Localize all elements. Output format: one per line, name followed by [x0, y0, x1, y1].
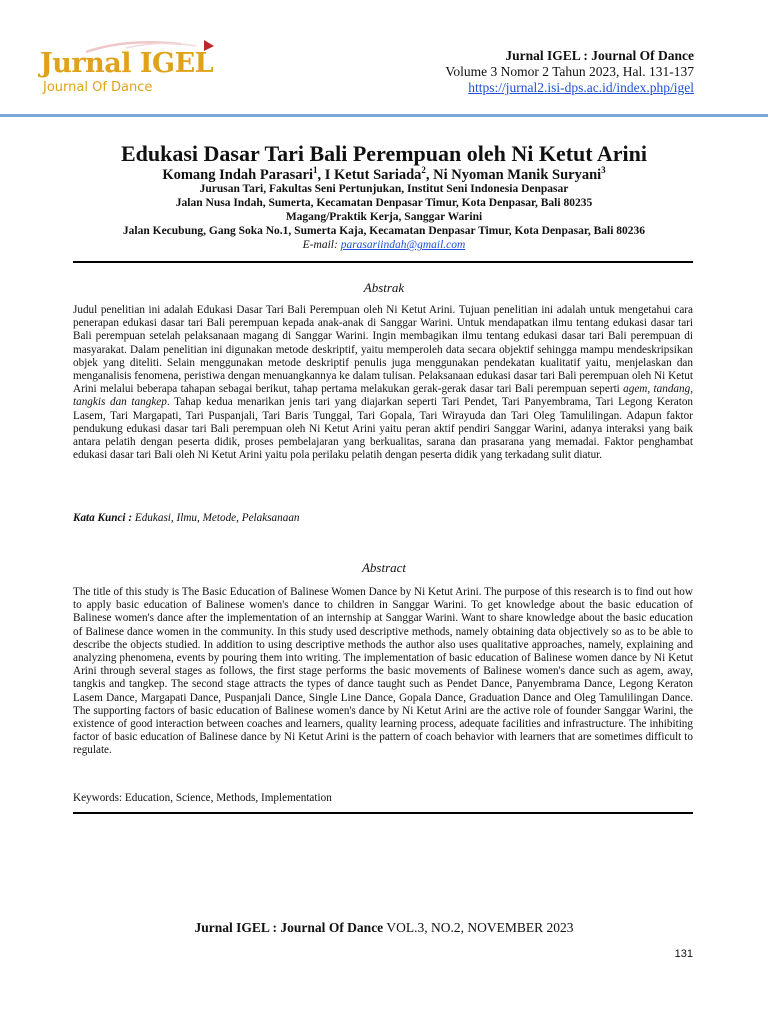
page-number: 131	[674, 948, 693, 960]
kata-kunci	[73, 512, 300, 524]
header-journal-name: Jurnal IGEL : Journal Of Dance	[505, 48, 694, 63]
abstrak-italic-terms: agem, tandang, tangkis dan tangkep	[73, 383, 693, 409]
abstrak-text-continued: . Tahap kedua menarikan jenis tari yang diajarkan seperti Tari Pendet, Tari Panyembrama, Tari Legong Keraton Lasem, Tari Margapati, Tari Puspanjali, Tari Baris Tunggal, Tari Gopala, Tari Wirayuda dan Tari Oleg Tamulilingan. Adapun faktor pendukung edukasi dasar tari Bali perempuan oleh Ni Ketut Arini yaitu peran aktif pendiri Sanggar Warini, adanya interaksi yang baik antara pelatih dengan peserta didik, proses pembelajaran yang berkualitas, sarana dan prasarana yang memadai. Faktor penghambat edukasi dasar tari Bali oleh Ni Ketut Arini yaitu pola perilaku pelatih dengan peserta didik yang terkadang sulit diatur.	[73, 396, 694, 462]
email-label: E-mail:	[302, 239, 338, 251]
author-list: Komang Indah Parasari$^1$, I Ketut Sariada$^2$, Ni Nyoman Manik Suryani$^3$	[162, 165, 606, 183]
journal-logo	[40, 38, 220, 98]
affiliation-line: Jurusan Tari, Fakultas Seni Pertunjukan, Institut Seni Indonesia Denpasar	[199, 183, 569, 195]
article-title: Edukasi Dasar Tari Bali Perempuan oleh Ni Ketut Arini	[120, 141, 648, 166]
author-sup: 2	[421, 165, 426, 175]
abstrak-heading: Abstrak	[363, 280, 405, 295]
author-email	[0, 239, 768, 251]
header-divider	[0, 114, 768, 117]
author-name: Ni Nyoman Manik Suryani	[433, 166, 602, 183]
header-volume-line: Volume 3 Nomor 2 Tahun 2023, Hal. 131-137	[445, 64, 694, 79]
section-divider	[73, 812, 693, 814]
author-name: Komang Indah Parasari	[162, 166, 313, 183]
abstract-heading: Abstract	[361, 560, 407, 575]
logo-title: Jurnal IGEL	[40, 48, 214, 79]
footer-issue: VOL.3, NO.2, NOVEMBER 2023	[386, 920, 574, 935]
journal-header	[445, 48, 694, 96]
abstrak-text: Judul penelitian ini adalah Edukasi Dasar Tari Bali Perempuan oleh Ni Ketut Arini. Tujuan penelitian ini adalah untuk mengetahui cara penerapan edukasi dasar tari Bali perempuan kepada anak-anak di Sanggar Warini. Untuk mendapatkan ilmu tentang edukasi dasar tari Bali perempuan setelah pelaksanaan magang di Sanggar Warini. Ingin membagikan ilmu tentang edukasi dasar tari Bali perempuan di masyarakat. Dalam penelitian ini digunakan metode deskriptif, yaitu memperoleh data secara objektif sehingga mampu mendeskripsikan objek yang diteliti. Selain menggunakan metode deskriptif penulis juga menggunakan pendekatan kualitatif yaitu, menjelaskan dan menganalisis fenomena, peristiwa dengan menuangkannya ke dalam tulisan. Pelaksanaan edukasi dasar tari Bali perempuan oleh Ni Ketut Arini melalui beberapa tahapan sebagai berikut, tahap pertama melakukan gerak-gerak dasar tari Bali perempuan seperti	[73, 304, 693, 396]
author-name: I Ketut Sariada	[324, 166, 422, 183]
journal-url-link[interactable]: https://jurnal2.isi-dps.ac.id/index.php/igel	[468, 80, 694, 95]
abstrak-body	[73, 304, 693, 462]
author-sup: 1	[313, 165, 318, 175]
page-footer	[0, 920, 768, 936]
logo-subtitle: Journal Of Dance	[43, 80, 153, 95]
section-divider	[73, 261, 693, 263]
author-sup: 3	[601, 165, 606, 175]
affiliation-line: Magang/Praktik Kerja, Sanggar Warini	[285, 211, 483, 223]
email-link[interactable]: parasariindah@gmail.com	[340, 239, 466, 251]
affiliation-line: Jalan Nusa Indah, Sumerta, Kecamatan Denpasar Timur, Kota Denpasar, Bali 80235	[175, 197, 593, 209]
kata-kunci-values: Edukasi, Ilmu, Metode, Pelaksanaan	[134, 512, 300, 524]
keywords-line: Keywords: Education, Science, Methods, Implementation	[73, 792, 332, 804]
affiliation-line: Jalan Kecubung, Gang Soka No.1, Sumerta Kaja, Kecamatan Denpasar Timur, Kota Denpasar, Bali 80236	[122, 225, 646, 237]
abstract-body: The title of this study is The Basic Education of Balinese Women Dance by Ni Ketut Arini. The purpose of this research is to find out how to apply basic education of Balinese women's dance to children in Sanggar Warini. To get knowledge about the basic education of Balinese women's dance after the implementation of an internship at Sanggar Warini. Want to share knowledge about the basic education of Balinese dance women in the community. In this study used descriptive methods, namely obtaining data objectively so as to be able to describe the objects studied. In addition to using descriptive methods the author also uses qualitative approaches, namely, explaining and analyzing phenomena, events by pouring them into writing. The implementation of basic education of Balinese women dance by Ni Ketut Arini through several stages as follows, the first stage performs the basic movements of Balinese women's dance such as agem, away, tangkis and tangkep. The second stage attracts the types of dance taught such as Pendet Dance, Panyembrama Dance, Legong Keraton Lasem Dance, Margapati Dance, Puspanjali Dance, Single Line Dance, Gopala Dance, Graduation Dance and Oleg Tamulilingan Dance. The supporting factors of basic education of Balinese women's dance by Ni Ketut Arini are the active role of founder Sanggar Warini, the existence of good interaction between coaches and learners, quality learning process, adequate facilities and infrastructure. The inhibiting factor of basic education of Balinese dance by Ni Ketut Arini is the pattern of coach behavior with learners that are sometimes difficult to regulate.	[73, 586, 693, 757]
kata-kunci-label: Kata Kunci :	[73, 512, 133, 524]
footer-journal-name: Jurnal IGEL : Journal Of Dance	[194, 920, 384, 935]
